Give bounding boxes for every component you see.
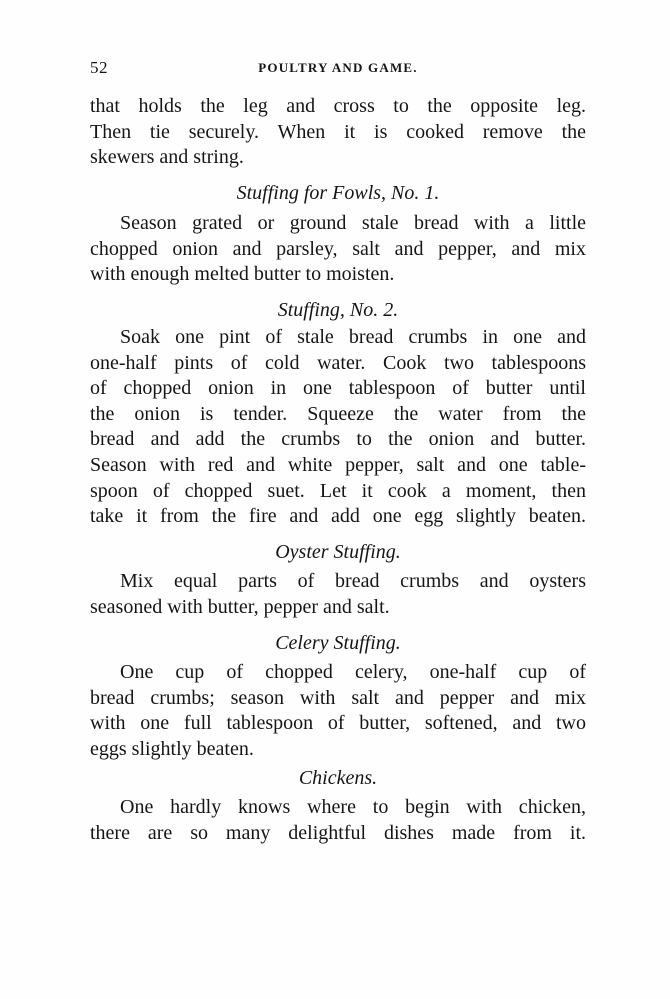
section-heading-celery-stuffing: Celery Stuffing. [275, 632, 401, 654]
text-line: with one full tablespoon of butter, softened, and two [90, 712, 586, 735]
running-title: POULTRY AND GAME. [258, 60, 418, 75]
text-line: One hardly knows where to begin with chicken, [120, 796, 586, 818]
text-line: spoon of chopped suet. Let it cook a moment, then [90, 479, 586, 502]
section-heading-chickens: Chickens. [298, 767, 378, 789]
text-line: One cup of chopped celery, one-half cup of [120, 661, 586, 683]
text-line: the onion is tender. Squeeze the water from the [90, 402, 586, 425]
section-heading-stuffing-2: Stuffing, No. 2. [277, 299, 399, 321]
text-line: Then tie securely. When it is cooked remove the [90, 120, 586, 143]
text-line: of chopped onion in one tablespoon of butter until [90, 377, 586, 400]
paragraph-stuffing-2 [90, 325, 586, 530]
text-line: seasoned with butter, pepper and salt. [90, 595, 390, 618]
text-line: bread crumbs; season with salt and pepper and mix [90, 686, 586, 709]
text-line: chopped onion and parsley, salt and pepper, and mix [90, 237, 586, 260]
text-line: Season with red and white pepper, salt and one table- [90, 453, 586, 476]
text-line: bread and add the crumbs to the onion and butter. [90, 428, 586, 451]
text-line: one-half pints of cold water. Cook two tablespoons [90, 351, 586, 374]
text-line: take it from the fire and add one egg slightly beaten. [90, 505, 586, 528]
opening-paragraph [90, 94, 586, 171]
text-line: Soak one pint of stale bread crumbs in one and [120, 326, 586, 348]
text-line: there are so many delightful dishes made from it. [90, 821, 586, 844]
paragraph-oyster-stuffing [90, 569, 586, 620]
page-header [90, 58, 586, 80]
paragraph-chickens [90, 795, 586, 846]
text-line: with enough melted butter to moisten. [90, 263, 395, 286]
text-line: skewers and string. [90, 146, 244, 169]
text-line: Mix equal parts of bread crumbs and oysters [120, 570, 586, 592]
paragraph-stuffing-1 [90, 211, 586, 288]
text-line: eggs slightly beaten. [90, 737, 254, 760]
text-line: that holds the leg and cross to the opposite leg. [90, 95, 586, 117]
text-line: Season grated or ground stale bread with a little [120, 212, 586, 234]
paragraph-celery-stuffing [90, 660, 586, 762]
section-heading-oyster-stuffing: Oyster Stuffing. [275, 541, 401, 563]
page-number: 52 [90, 58, 108, 77]
section-heading-stuffing-1: Stuffing for Fowls, No. 1. [236, 182, 440, 204]
